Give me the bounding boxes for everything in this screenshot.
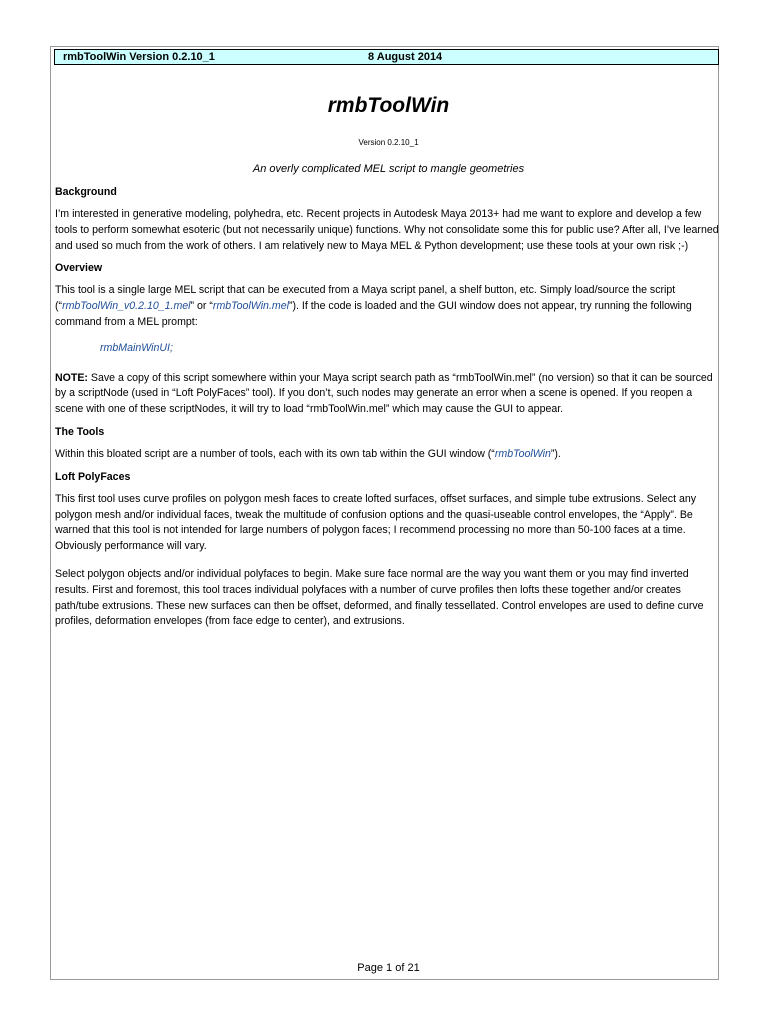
document-subtitle: An overly complicated MEL script to mangle geometries	[252, 163, 525, 175]
filename-versioned: rmbToolWin_v0.2.10_1.mel	[62, 300, 191, 313]
heading-loft-polyfaces: Loft PolyFaces	[55, 470, 131, 483]
version-line: Version 0.2.10_1	[358, 138, 419, 147]
header-version: rmbToolWin Version 0.2.10_1	[63, 51, 215, 63]
paragraph-background: I’m interested in generative modeling, polyhedra, etc. Recent projects in Autodesk Maya 2013+ had me want to explore and develop a few tools to perform somewhat esoteric (but not necessarily unique) functions. Why not consolidate some this for public use? After all, I’ve learned and used so much from the work of others. I am relatively new to Maya MEL & Python development; use these tools at your own risk ;-)	[55, 208, 719, 252]
paragraph-loft-1: This first tool uses curve profiles on polygon mesh faces to create lofted surfaces, offset surfaces, and simple tube extrusions. Select any polygon mesh and/or individual faces, tweak the multitude of confusion options and the quasi-useable control envelopes, the “Apply”. Be warned that this tool is not intended for large numbers of polygon faces; I recommend processing no more than 50-100 faces at a time. Obviously performance will vary.	[55, 492, 697, 553]
mel-command: rmbMainWinUI;	[100, 341, 173, 354]
heading-tools: The Tools	[55, 425, 105, 438]
filename-plain: rmbToolWin.mel	[212, 300, 289, 313]
paragraph-note: NOTE: Save a copy of this script somewhere within your Maya script search path as “rmbToolWin.mel” (no version) so that it can be sourced by a scriptNode (used in “Loft PolyFaces” tool). If you don’t, such nodes may generate an error when a scene is opened. If you reopen a scene with one of these scriptNodes, it will try to load “rmbToolWin.mel” which may cause the GUI to appear.	[55, 371, 713, 416]
paragraph-loft-2: Select polygon objects and/or individual polyfaces to begin. Make sure face normal are the way you want them or you may find inverted results. First and foremost, this tool traces individual polyfaces with a number of curve profiles then lofts these together and/or creates path/tube extrusions. These new surfaces can then be offset, deformed, and finally tessellated. Control envelopes are used to define curve profiles, deformation envelopes (from face edge to center), and extrusions.	[55, 567, 704, 628]
paragraph-overview: This tool is a single large MEL script that can be executed from a Maya script panel, a shelf button, etc. Simply load/source the script (“rmbToolWin_v0.2.10_1.mel” or “rmbToolWin.mel”). If the code is loaded and the GUI window does not appear, try running the following command from a MEL prompt:	[55, 284, 692, 328]
running-header	[54, 49, 719, 65]
page-number: Page 1 of 21	[357, 962, 420, 974]
document-body	[55, 185, 720, 637]
note-label: NOTE:	[55, 371, 88, 384]
heading-background: Background	[55, 186, 117, 198]
document-title: rmbToolWin	[327, 94, 450, 117]
header-date: 8 August 2014	[368, 51, 443, 63]
heading-overview: Overview	[55, 262, 103, 275]
window-name: rmbToolWin	[494, 447, 551, 460]
paragraph-tools: Within this bloated script are a number of tools, each with its own tab within the GUI window (“rmbToolWin”).	[55, 447, 561, 460]
